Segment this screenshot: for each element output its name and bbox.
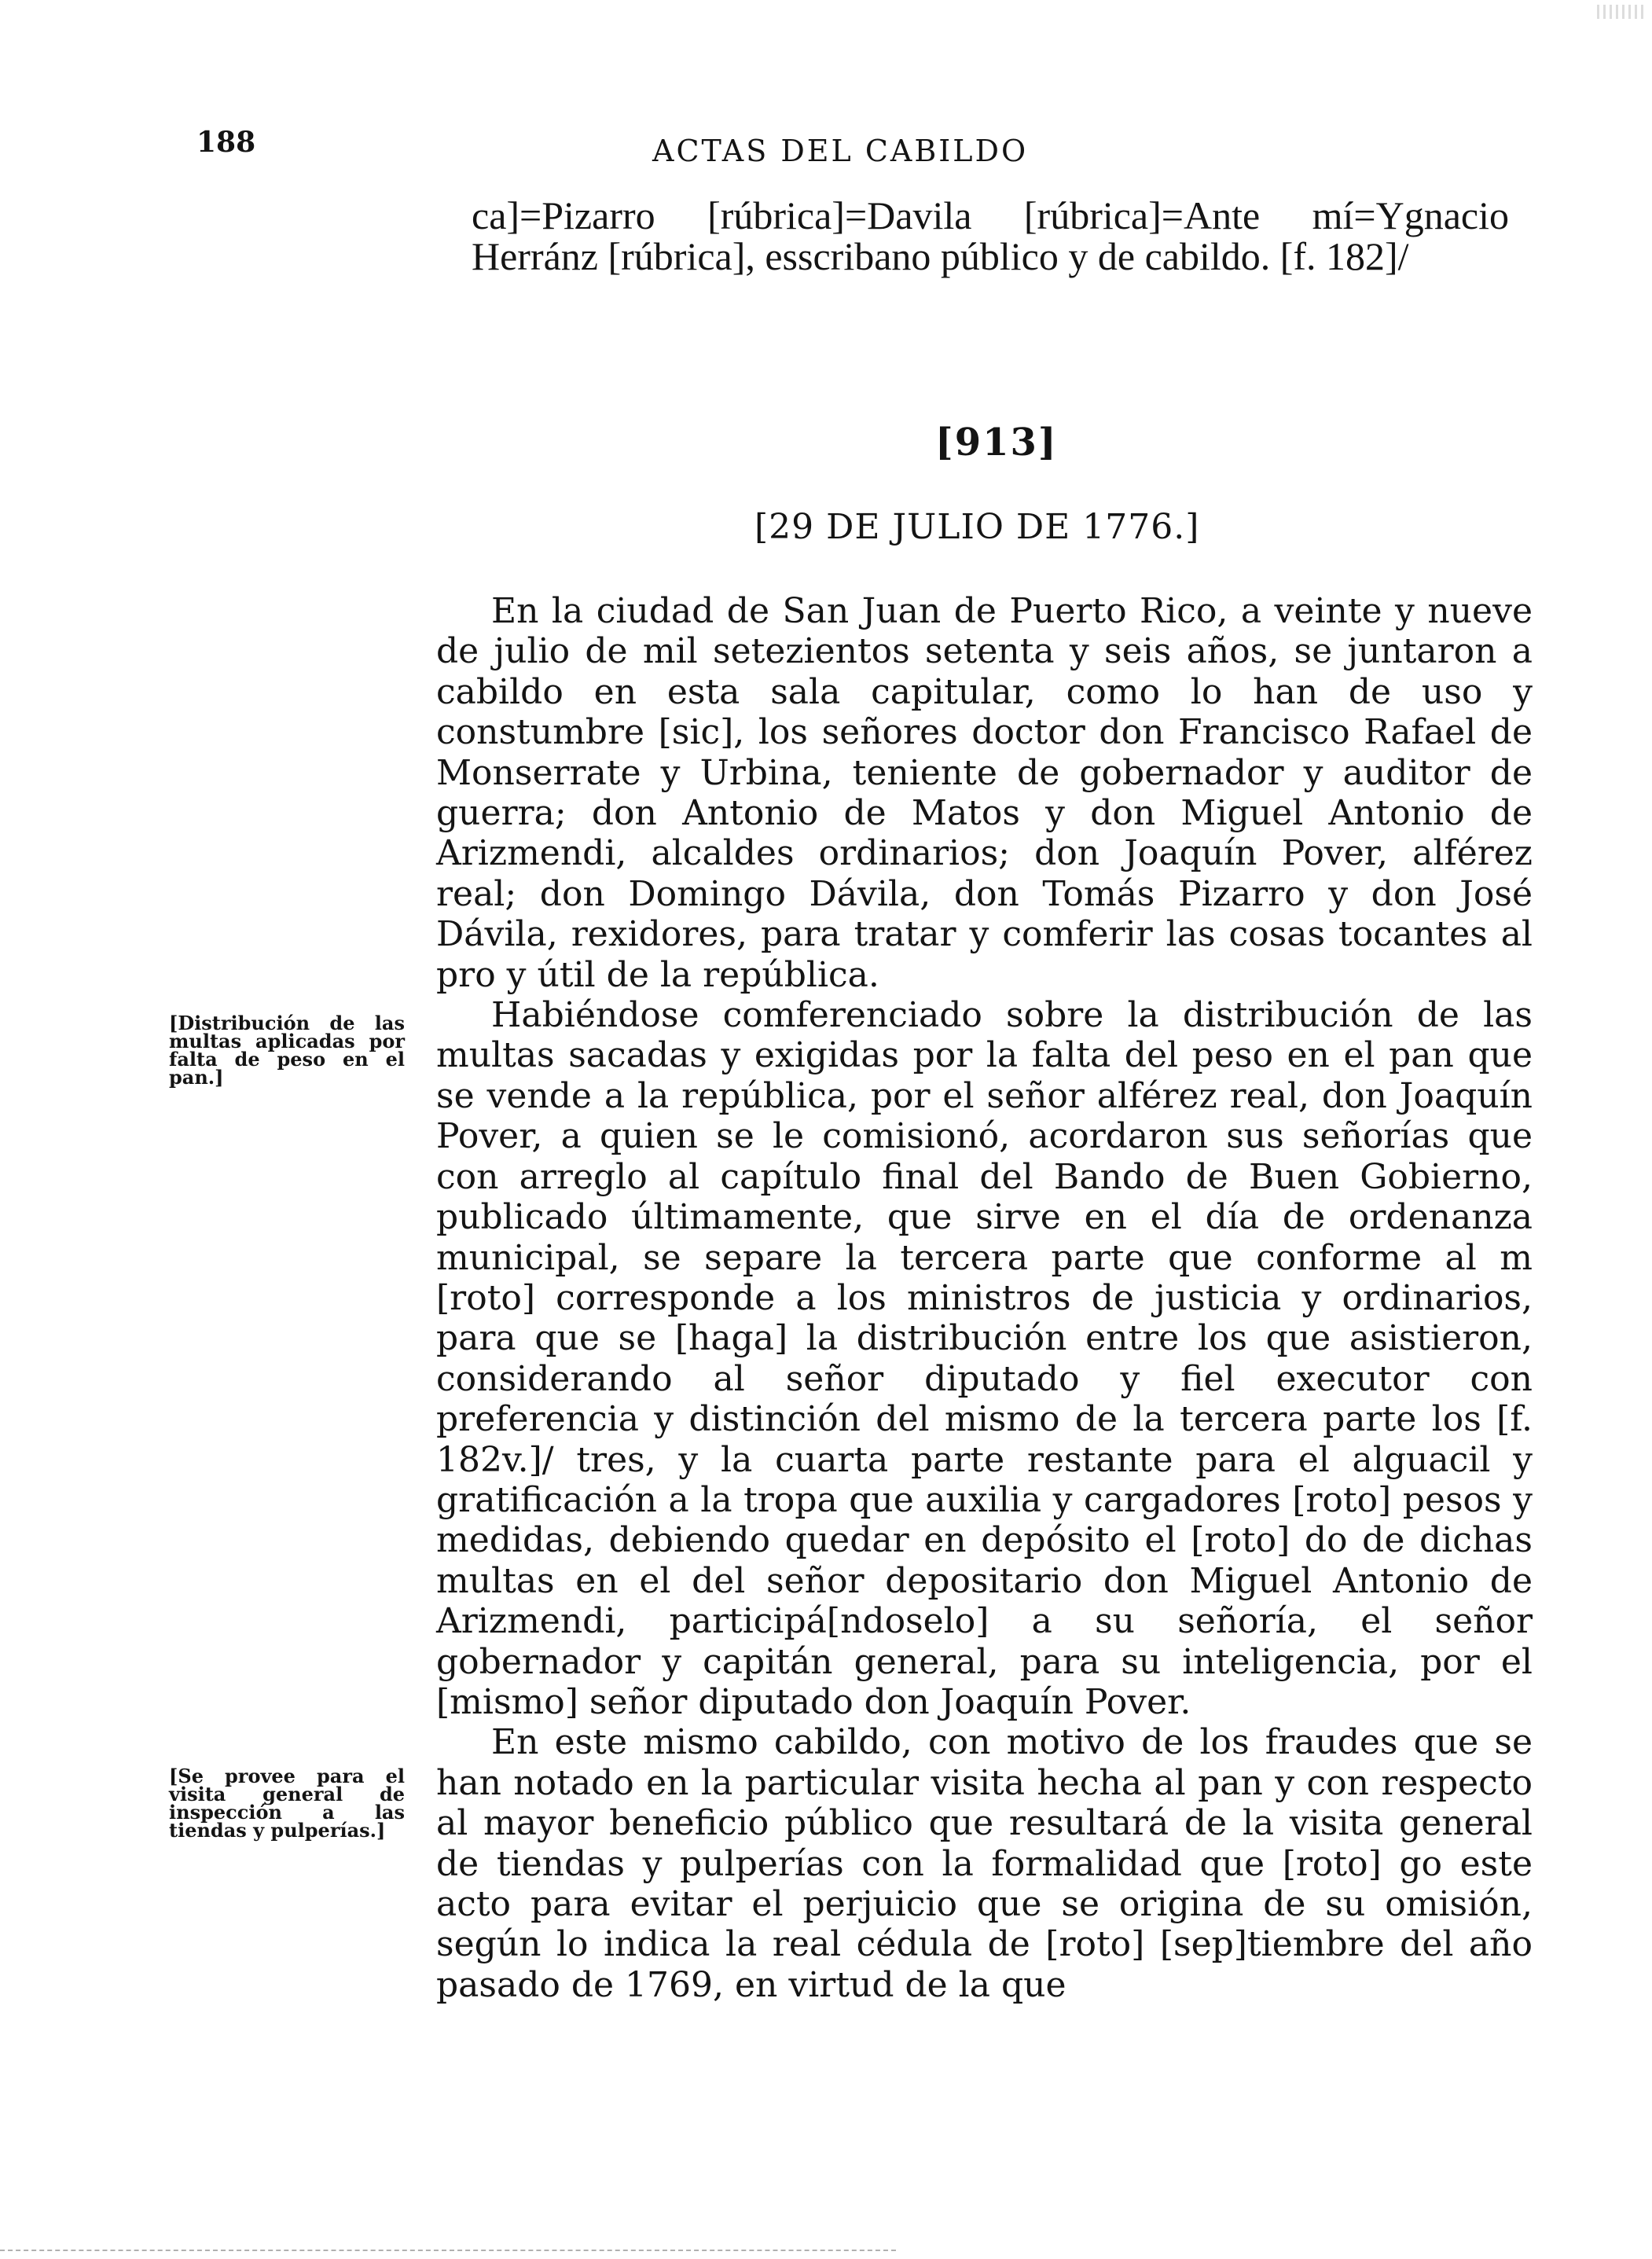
paragraph-inspection: En este mismo cabildo, con motivo de los fraudes que se han notado en la particular visita hecha al pan y con respecto al mayor beneficio público que resultará de la visita general de tiendas y pulperías con la formalidad que [roto] go este acto para evitar el perjuicio que se origina de su omisión, según lo indica la real cédula de [roto] [sep]tiembre del año pasado de 1769, en virtud de la que (436, 1722, 1533, 2005)
body-text (436, 591, 1533, 2005)
page-number: 188 (196, 126, 256, 159)
paragraph-opening: En la ciudad de San Juan de Puerto Rico, a veinte y nueve de julio de mil setezientos setenta y seis años, se juntaron a cabildo en esta sala capitular, como lo han de uso y constumbre [sic], los señores doctor don Francisco Rafael de Monserrate y Urbina, teniente de gobernador y auditor de guerra; don Antonio de Matos y don Miguel Antonio de Arizmendi, alcaldes ordinarios; don Joaquín Pover, alférez real; don Domingo Dávila, don Tomás Pizarro y don José Dávila, rexidores, para tratar y comferir las cosas tocantes al pro y útil de la república. (436, 591, 1533, 995)
continuation-text: ca]=Pizarro [rúbrica]=Davila [rúbrica]=Ante mí=Ygnacio Herránz [rúbrica], esscribano público y de cabildo. [f. 182]/ (472, 193, 1509, 278)
act-date: [29 DE JULIO DE 1776.] (754, 507, 1200, 547)
margin-note-distribution: [Distribución de las multas aplicadas por falta de peso en el pan.] (169, 1012, 405, 1089)
margin-note-inspection: [Se provee para el visita general de inspección a las tiendas y pulperías.] (169, 1765, 405, 1842)
act-number: [913] (935, 421, 1058, 465)
bottom-scan-edge (0, 2250, 896, 2251)
running-title: ACTAS DEL CABILDO (652, 134, 1029, 168)
scan-speck (1597, 5, 1644, 19)
paragraph-fines-distribution: Habiéndose comferenciado sobre la distribución de las multas sacadas y exigidas por la falta del peso en el pan que se vende a la república, por el señor alférez real, don Joaquín Pover, a quien se le comisionó, acordaron sus señorías que con arreglo al capítulo final del Bando de Buen Gobierno, publicado últimamente, que sirve en el día de ordenanza municipal, se separe la tercera parte que conforme al m [roto] corresponde a los ministros de justicia y ordinarios, para que se [haga] la distribución entre los que asistieron, considerando al señor diputado y fiel executor con preferencia y distinción del mismo de la tercera parte los [f. 182v.]/ tres, y la cuarta parte restante para el alguacil y gratificación a la tropa que auxilia y cargadores [roto] pesos y medidas, debiendo quedar en depósito el [roto] do de dichas multas en el del señor depositario don Miguel Antonio de Arizmendi, participá[ndoselo] a su señoría, el señor gobernador y capitán general, para su inteligencia, por el [mismo] señor diputado don Joaquín Pover. (436, 995, 1533, 1722)
continuation-block (472, 195, 1509, 277)
